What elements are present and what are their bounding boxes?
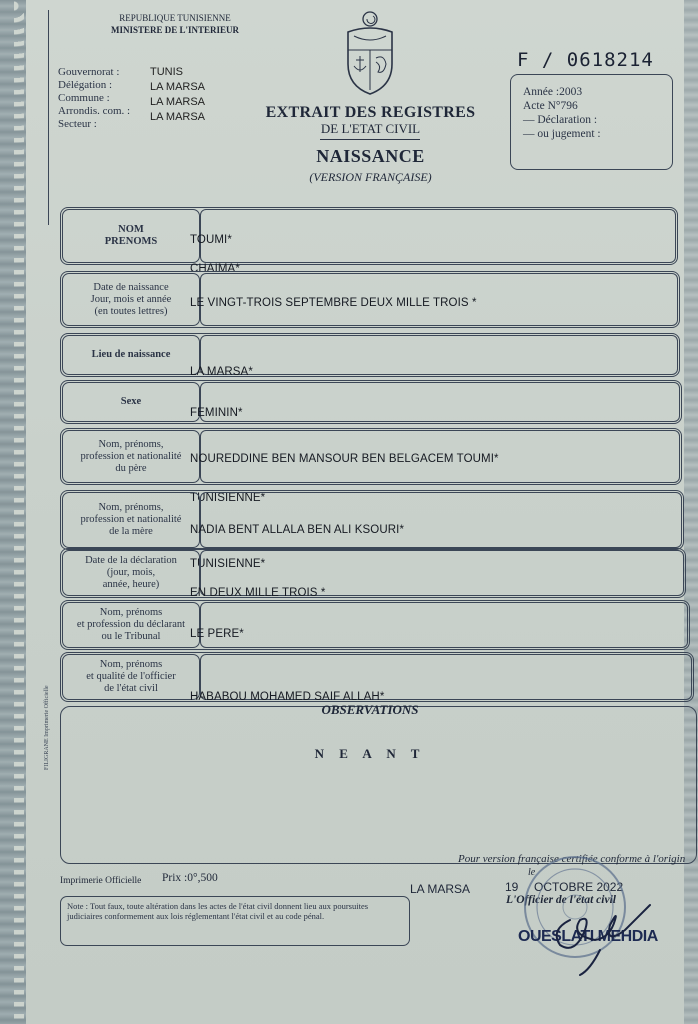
label-father: Nom, prénoms, profession et nationalité du père bbox=[62, 430, 200, 483]
label-name: NOM PRENOMS bbox=[62, 209, 200, 263]
observations-value: N E A N T bbox=[314, 746, 426, 761]
act-reference-box bbox=[510, 74, 673, 170]
value-mother: NADIA BENT ALLALA BEN ALI KSOURI* bbox=[190, 524, 405, 536]
value-declarant: LE PERE* bbox=[190, 628, 244, 640]
admin-value-gouvernorat: TUNIS bbox=[150, 66, 183, 78]
value-mother-nationality: TUNISIENNE* bbox=[190, 558, 266, 570]
printer-name: Imprimerie Officielle bbox=[60, 876, 142, 886]
admin-value-arrondissement: LA MARSA bbox=[150, 111, 206, 123]
label-declarant: Nom, prénoms et profession du déclarant ou le Tribunal bbox=[62, 602, 200, 648]
legal-note: Note : Tout faux, toute altération dans les actes de l'état civil donnent lieu aux poursuites judiciaires conformement aux lois réglementant l'état civil et au code pénal. bbox=[60, 896, 410, 946]
admin-value-delegation: LA MARSA bbox=[150, 81, 206, 93]
value-area-name bbox=[200, 209, 676, 263]
value-firstname: CHAIMA* bbox=[190, 263, 240, 275]
observations-title: OBSERVATIONS bbox=[321, 702, 419, 717]
value-father: NOUREDDINE BEN MANSOUR BEN BELGACEM TOUMI* bbox=[190, 453, 499, 465]
value-birthplace: LA MARSA* bbox=[190, 366, 253, 378]
label-officer: Nom, prénoms et qualité de l'officier de l'état civil bbox=[62, 654, 200, 700]
document-version: (VERSION FRANÇAISE) bbox=[309, 170, 432, 184]
act-jugement: — ou jugement : bbox=[523, 128, 601, 140]
ministry-name: MINISTERE DE L'INTERIEUR bbox=[110, 25, 240, 35]
decorative-left-border bbox=[0, 0, 26, 1024]
admin-label-delegation: Délégation : bbox=[58, 79, 113, 91]
admin-labels bbox=[58, 66, 130, 131]
republic-heading bbox=[95, 12, 255, 36]
issue-month-year: OCTOBRE 2022 bbox=[534, 880, 624, 894]
side-watermark-text: FILIGRANE Imprimerie Officielle bbox=[44, 685, 50, 770]
document-title: EXTRAIT DES REGISTRES bbox=[265, 104, 476, 121]
value-area-mother bbox=[200, 492, 682, 548]
admin-label-arrondissement: Arrondis. com. : bbox=[58, 105, 131, 117]
officer-title: L'Officier de l'état civil bbox=[506, 894, 616, 906]
observations-box bbox=[60, 706, 697, 864]
act-declaration: — Déclaration : bbox=[523, 114, 598, 126]
value-surname: TOUMI* bbox=[190, 234, 232, 246]
label-sex: Sexe bbox=[62, 382, 200, 422]
admin-label-commune: Commune : bbox=[58, 92, 110, 104]
issue-place: LA MARSA bbox=[410, 882, 471, 896]
republic-name: REPUBLIQUE TUNISIENNE bbox=[119, 13, 231, 23]
conformity-statement: Pour version française certifiée conforme à l'origin bbox=[458, 853, 686, 865]
coat-of-arms-icon bbox=[340, 10, 400, 96]
document-subtitle: DE L'ETAT CIVIL bbox=[320, 121, 421, 136]
value-area-declarant bbox=[200, 602, 688, 648]
label-birthplace: Lieu de naissance bbox=[62, 335, 200, 375]
decorative-right-border bbox=[684, 0, 698, 1024]
label-declaration: Date de la déclaration (jour, mois, année, heure) bbox=[62, 550, 200, 596]
signature-icon bbox=[540, 890, 670, 980]
admin-value-commune: LA MARSA bbox=[150, 96, 206, 108]
label-birthdate: Date de naissance Jour, mois et année (en toutes lettres) bbox=[62, 273, 200, 326]
act-year: Année :2003 bbox=[523, 86, 583, 98]
value-declaration: EN DEUX MILLE TROIS * bbox=[190, 587, 326, 599]
value-father-nationality: TUNISIENNE* bbox=[190, 492, 266, 504]
value-officer: HABABOU MOHAMED SAIF ALLAH* bbox=[190, 691, 385, 703]
price: Prix :0°,500 bbox=[162, 872, 218, 884]
admin-label-gouvernorat: Gouvernorat : bbox=[58, 66, 120, 78]
issue-day: 19 bbox=[505, 880, 519, 894]
document-type: NAISSANCE bbox=[316, 146, 425, 166]
label-mother: Nom, prénoms, profession et nationalité de la mère bbox=[62, 492, 200, 548]
serial-number: F / 0618214 bbox=[517, 49, 654, 71]
officer-name-stamp: OUESLATI MEHDIA bbox=[518, 928, 658, 945]
value-area-sex bbox=[200, 382, 680, 422]
value-birthdate: LE VINGT-TROIS SEPTEMBRE DEUX MILLE TROIS * bbox=[190, 297, 477, 309]
act-number: Acte N°796 bbox=[523, 100, 578, 112]
conformity-le: le bbox=[528, 867, 536, 878]
header-divider bbox=[48, 10, 49, 225]
title-rule bbox=[320, 139, 420, 140]
admin-values bbox=[150, 66, 205, 124]
admin-label-secteur: Secteur : bbox=[58, 118, 97, 130]
value-sex: FEMININ* bbox=[190, 407, 243, 419]
value-area-birthplace bbox=[200, 335, 678, 375]
